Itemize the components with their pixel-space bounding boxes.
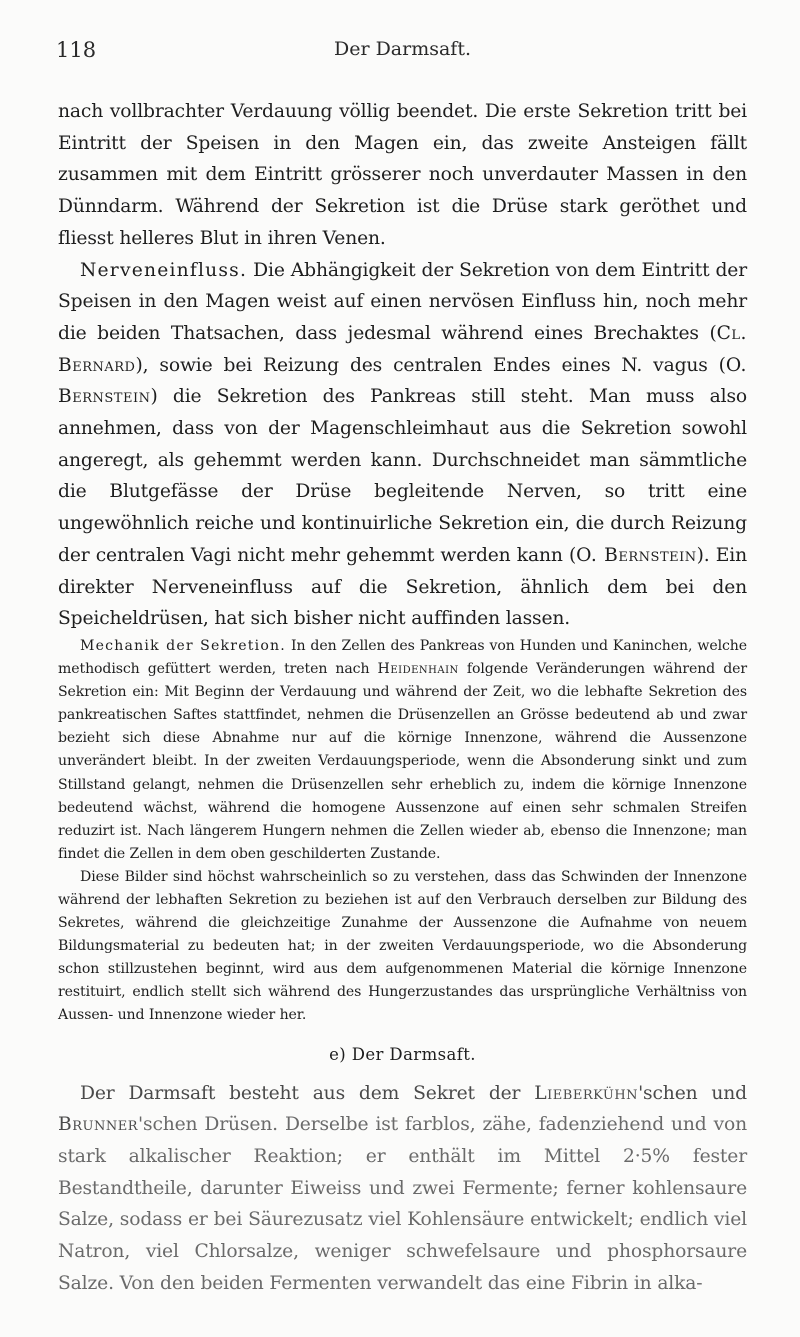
text-segment: ), sowie bei Reizung des centralen Endes eines N. vagus ( — [135, 354, 726, 376]
author-reference: O. Bernstein — [58, 354, 747, 408]
author-reference: Lieberkühn — [534, 1082, 639, 1104]
text-segment: 'schen und — [638, 1082, 747, 1104]
running-title: Der Darmsaft. — [333, 38, 472, 60]
text-segment: Die Abhängigkeit der Sekretion von dem Eintritt der Speisen in den Magen weist auf einen nervösen Einfluss hin, noch mehr die beiden Thatsachen, dass jedesmal während eines Brechaktes ( — [58, 259, 747, 344]
section-heading: e) Der Darmsaft. — [329, 1044, 476, 1064]
author-reference: Heidenhain — [377, 661, 459, 678]
text-segment: ) die Sekretion des Pankreas still steht. Man muss also annehmen, dass von der Magenschleimhaut aus die Sekretion sowohl angeregt, als gehemmt werden kann. Durchschneidet man sämmtliche die Blutgefässe der Drüse begleitende Nerven, so tritt eine ungewöhnlich reiche und kontinuirliche Sekretion ein, die durch Reizung der centralen Vagi nicht mehr gehemmt werden kann ( — [58, 386, 747, 566]
text-segment: 'schen Drüsen. Derselbe ist farblos, zähe, fadenziehend und von stark alkalischer Reaktion; er enthält im Mittel 2·5% fester Bestandtheile, darunter Eiweiss und zwei Fermente; ferner kohlensaure Salze, sodass er bei Säurezusatz viel Kohlensäure entwickelt; endlich viel Natron, viel Chlorsalze, weniger schwefelsaure und phosphorsaure Salze. Von den beiden Fermenten verwandelt das eine Fibrin in alka- — [58, 1114, 747, 1294]
text-segment: ). Ein direkter Nerveneinfluss auf die Sekretion, ähnlich dem bei den Speicheldrüsen, hat sich bisher nicht auffinden lassen. — [58, 544, 747, 630]
author-reference: O. Bernstein — [576, 544, 697, 566]
body-text — [58, 96, 747, 1299]
author-reference: Cl. Bernard — [58, 322, 747, 376]
page-number: 118 — [56, 38, 97, 62]
paragraph-interpretation: Diese Bilder sind höchst wahrscheinlich so zu verstehen, dass das Schwinden der Innenzone während der lebhaften Sekretion zu beziehen ist auf den Verbrauch derselben zur Bildung des Sekretes, während die gleichzeitige Zunahme der Aussenzone die Aufnahme von neuem Bildungsmaterial zu bedeuten hat; in der zweiten Verdauungsperiode, wo die Absonderung schon stillzustehen beginnt, wird aus dem aufgenommenen Material die körnige Innenzone restituirt, endlich stellt sich während des Hungerzustandes das ursprüngliche Verhältniss von Aussen- und Innenzone wieder her. — [58, 868, 747, 1024]
paragraph-nerve-influence — [58, 255, 747, 635]
paragraph-heading-secretion-mechanics: Mechanik der Sekretion. — [80, 637, 286, 654]
paragraph-secretion-mechanics — [58, 635, 747, 866]
text-segment: folgende Veränderungen während der Sekretion ein: Mit Beginn der Verdauung und während der Zeit, wo die lebhafte Sekretion des pankreatischen Saftes stattfindet, nehmen die Drüsenzellen an Grösse bedeutend ab und zwar bezieht sich diese Abnahme nur auf die körnige Innenzone, während die Aussenzone unverändert bleibt. In der zweiten Verdauungsperiode, wenn die Absonderung sinkt und zum Stillstand gelangt, nehmen die Drüsenzellen sehr erheblich zu, indem die körnige Innenzone bedeutend wächst, während die homogene Aussenzone auf einen sehr schmalen Streifen reduzirt ist. Nach längerem Hungern nehmen die Zellen wieder ab, ebenso die Innenzone; man findet die Zellen in dem oben geschilderten Zustande. — [58, 661, 747, 862]
text-segment: Der Darmsaft besteht aus dem Sekret der — [80, 1082, 535, 1104]
running-head — [58, 32, 747, 66]
text-segment: In den Zellen des Pankreas von Hunden und Kaninchen, welche methodisch gefüttert werden, treten nach — [58, 637, 747, 678]
paragraph-digestion-end: nach vollbrachter Verdauung völlig beendet. Die erste Sekretion tritt bei Eintritt der Speisen in den Magen ein, das zweite Ansteigen fällt zusammen mit dem Eintritt grösserer noch unverdauter Massen in den Dünndarm. Während der Sekretion ist die Drüse stark geröthet und fliesst helleres Blut in ihren Venen. — [58, 101, 747, 249]
paragraph-intestinal-juice — [58, 1078, 747, 1300]
paragraph-heading-nerve-influence: Nerveneinfluss. — [80, 259, 248, 281]
author-reference: Brunner — [58, 1114, 139, 1136]
